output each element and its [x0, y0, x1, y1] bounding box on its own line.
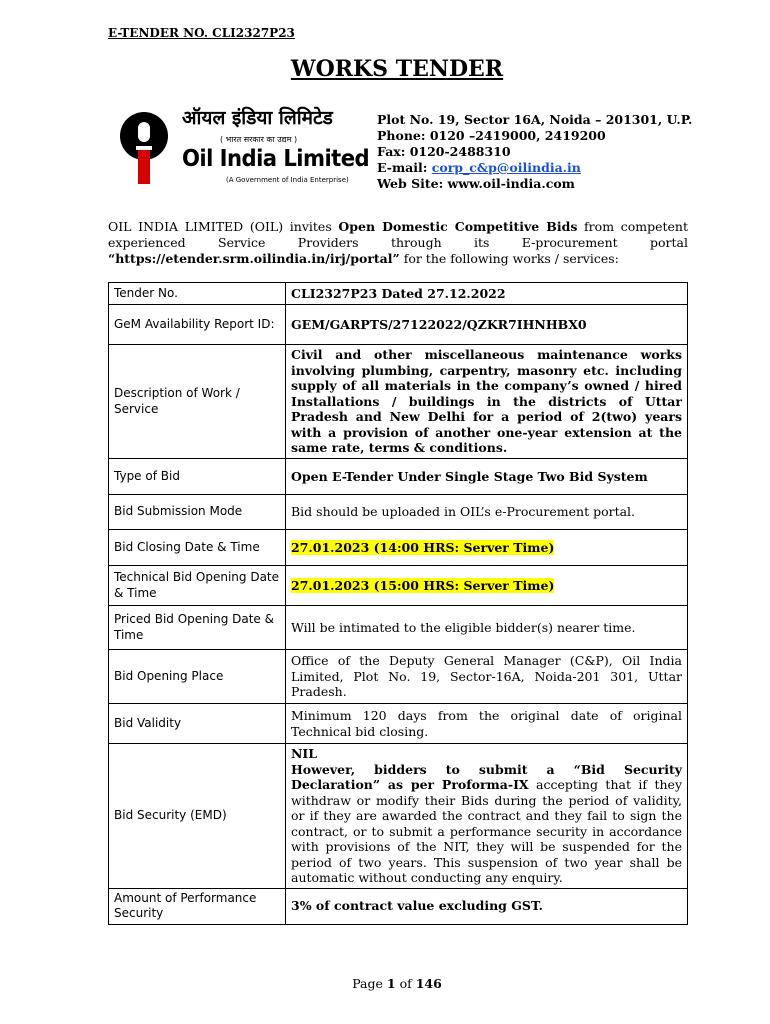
row-label: Bid Closing Date & Time — [109, 530, 286, 566]
footer-prefix: Page — [352, 976, 387, 991]
logo-english-name: Oil India Limited — [182, 146, 370, 172]
table-row — [109, 459, 688, 495]
row-value: Open E-Tender Under Single Stage Two Bid System — [286, 459, 688, 495]
row-label: Description of Work / Service — [109, 345, 286, 459]
address-line: Plot No. 19, Sector 16A, Noida – 201301, U.P. — [377, 112, 693, 127]
table-row — [109, 305, 688, 345]
row-label: Bid Opening Place — [109, 650, 286, 704]
table-row — [109, 566, 688, 606]
row-value: GEM/GARPTS/27122022/QZKR7IHNHBX0 — [286, 305, 688, 345]
closing-date-highlight: 27.01.2023 (14:00 HRS: Server Time) — [291, 539, 555, 555]
page-title: WORKS TENDER — [290, 56, 504, 82]
logo-hindi-tagline: ( भारत सरकार का उद्यम ) — [220, 135, 298, 144]
page-total: 146 — [415, 976, 442, 991]
table-row — [109, 650, 688, 704]
tender-reference: E-TENDER NO. CLI2327P23 — [108, 26, 295, 40]
intro-text-1: OIL INDIA LIMITED (OIL) invites — [108, 219, 339, 234]
email-line — [377, 160, 692, 176]
emd-bold-text: However, bidders to submit a “Bid Security Declaration” as per Proforma-IX — [291, 761, 682, 792]
footer-of: of — [395, 976, 416, 991]
fax-line: Fax: 0120-2488310 — [377, 144, 511, 159]
emd-rest-text: accepting that if they withdraw or modify their Bids during the period of validity, or if they are awarded the contract and they fail to sign the contract, or to submit a performance security in accordance with provisions of the NIT, they will be suspended for the period of two years. This suspension of two year shall be automatic without conducting any enquiry. — [291, 777, 682, 885]
intro-portal-url: “https://etender.srm.oilindia.in/irj/portal” — [108, 251, 400, 266]
table-row — [109, 345, 688, 459]
intro-paragraph — [108, 219, 688, 267]
row-label: Technical Bid Opening Date & Time — [109, 566, 286, 606]
email-label: E-mail: — [377, 160, 432, 175]
table-row — [109, 495, 688, 530]
row-label: Bid Validity — [109, 704, 286, 744]
company-address — [377, 112, 692, 192]
table-row — [109, 606, 688, 650]
table-row — [109, 530, 688, 566]
row-label: Bid Security (EMD) — [109, 744, 286, 889]
row-label: Type of Bid — [109, 459, 286, 495]
emd-nil: NIL — [291, 746, 318, 761]
logo-hindi-name: ऑयल इंडिया लिमिटेड — [182, 107, 333, 129]
row-label: Amount of Performance Security — [109, 888, 286, 924]
row-label: Bid Submission Mode — [109, 495, 286, 530]
row-label: Priced Bid Opening Date & Time — [109, 606, 286, 650]
phone-line: Phone: 0120 –2419000, 2419200 — [377, 128, 606, 143]
table-row — [109, 704, 688, 744]
row-value — [286, 566, 688, 606]
row-value: Minimum 120 days from the original date of original Technical bid closing. — [286, 704, 688, 744]
row-value: CLI2327P23 Dated 27.12.2022 — [286, 283, 688, 305]
table-row — [109, 744, 688, 889]
oil-india-logo — [116, 104, 370, 190]
table-row — [109, 888, 688, 924]
intro-bold-1: Open Domestic Competitive Bids — [338, 219, 578, 234]
intro-text-3: for the following works / services: — [399, 251, 619, 266]
row-value: Will be intimated to the eligible bidder(s) nearer time. — [286, 606, 688, 650]
tender-details-table — [108, 282, 688, 925]
row-value — [286, 744, 688, 889]
row-value: Bid should be uploaded in OIL’s e-Procurement portal. — [286, 495, 688, 530]
logo-english-subtitle: (A Government of India Enterprise) — [226, 176, 349, 184]
row-value — [286, 530, 688, 566]
email-link[interactable]: corp_c&p@oilindia.in — [431, 160, 581, 175]
tech-opening-highlight: 27.01.2023 (15:00 HRS: Server Time) — [291, 577, 555, 593]
row-label: GeM Availability Report ID: — [109, 305, 286, 345]
page-number: 1 — [386, 976, 396, 991]
website-line: Web Site: www.oil-india.com — [377, 176, 575, 191]
row-value: Office of the Deputy General Manager (C&P), Oil India Limited, Plot No. 19, Sector-16A, Noida-201 301, Uttar Pradesh. — [286, 650, 688, 704]
table-row — [109, 283, 688, 305]
oil-india-logo-icon — [116, 106, 172, 186]
row-value: 3% of contract value excluding GST. — [286, 888, 688, 924]
page-footer — [12, 976, 770, 991]
row-label: Tender No. — [109, 283, 286, 305]
intro-text-2: from competent experienced Service Providers through its E-procurement portal — [108, 219, 689, 250]
row-value: Civil and other miscellaneous maintenance works involving plumbing, carpentry, masonry etc. including supply of all materials in the company’s owned / hired Installations / buildings in the districts of Uttar Pradesh and New Delhi for a period of 2(two) years with a provision of another one-year extension at the same rate, terms & conditions. — [286, 345, 688, 459]
